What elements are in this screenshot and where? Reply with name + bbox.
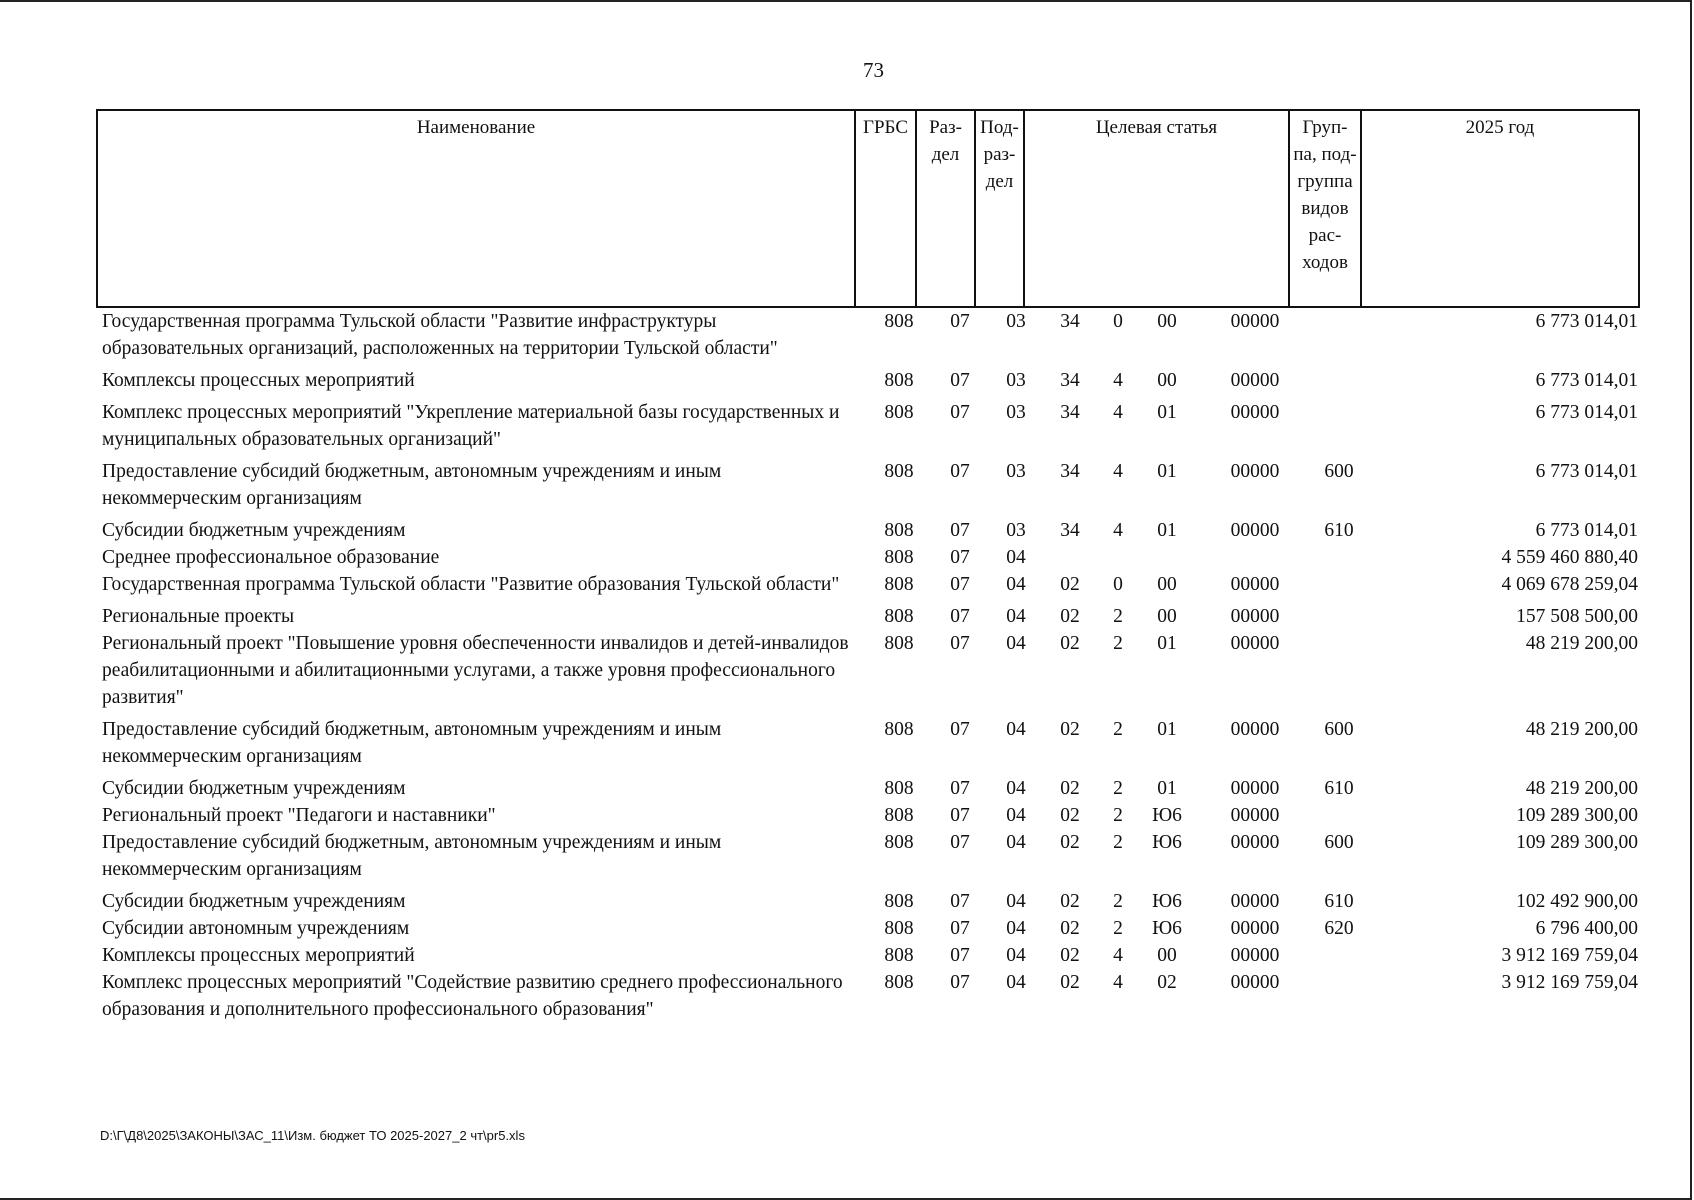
row-razdel: 07 — [950, 574, 970, 595]
header-year — [1362, 111, 1638, 306]
row-razdel: 07 — [950, 370, 970, 391]
row-razdel: 07 — [950, 461, 970, 482]
row-name: Государственная программа Тульской области "Развитие образования Тульской области" — [102, 574, 840, 595]
table-row — [96, 603, 1640, 630]
row-razdel: 07 — [950, 520, 970, 541]
row-target-code: 01 — [1157, 402, 1177, 423]
row-target-code: Ю6 — [1152, 805, 1182, 826]
row-target-program: 34 — [1060, 402, 1080, 423]
row-expense-group: 610 — [1324, 778, 1354, 799]
row-name: Региональные проекты — [102, 606, 295, 627]
row-podrazdel: 04 — [1006, 945, 1026, 966]
row-amount: 6 773 014,01 — [1535, 461, 1638, 482]
row-expense-group: 600 — [1324, 719, 1354, 740]
header-razdel — [917, 111, 976, 306]
table-row — [96, 802, 1640, 829]
row-target-type: 2 — [1113, 719, 1123, 740]
row-target-type: 0 — [1113, 311, 1123, 332]
row-target-code: 02 — [1157, 972, 1177, 993]
row-razdel: 07 — [950, 606, 970, 627]
row-amount: 6 773 014,01 — [1535, 311, 1638, 332]
header-line: Груп- — [1302, 117, 1348, 138]
row-podrazdel: 03 — [1006, 402, 1026, 423]
header-line: Целевая статья — [1095, 117, 1218, 138]
row-target-type: 4 — [1113, 402, 1123, 423]
row-grbs: 808 — [884, 520, 914, 541]
row-grbs: 808 — [884, 972, 914, 993]
row-podrazdel: 03 — [1006, 311, 1026, 332]
row-razdel: 07 — [950, 778, 970, 799]
header-podrazdel — [976, 111, 1025, 306]
row-amount: 157 508 500,00 — [1516, 606, 1638, 627]
row-target-program: 02 — [1060, 891, 1080, 912]
row-amount: 48 219 200,00 — [1525, 633, 1638, 654]
row-amount: 4 559 460 880,40 — [1501, 547, 1638, 568]
row-amount: 109 289 300,00 — [1516, 832, 1638, 853]
row-target-code: 01 — [1157, 461, 1177, 482]
row-target-direction: 00000 — [1230, 832, 1280, 853]
row-target-direction: 00000 — [1230, 945, 1280, 966]
header-line: дел — [931, 144, 960, 165]
row-target-code: 01 — [1157, 719, 1177, 740]
row-target-program: 02 — [1060, 633, 1080, 654]
header-group — [1290, 111, 1362, 306]
row-target-type: 2 — [1113, 805, 1123, 826]
row-podrazdel: 04 — [1006, 606, 1026, 627]
row-name: Комплекс процессных мероприятий "Содействие развитию среднего профессионального образования и дополнительного профессионального образования" — [102, 972, 843, 1020]
row-target-program: 34 — [1060, 461, 1080, 482]
row-target-type: 2 — [1113, 918, 1123, 939]
row-podrazdel: 04 — [1006, 547, 1026, 568]
row-grbs: 808 — [884, 891, 914, 912]
row-podrazdel: 03 — [1006, 461, 1026, 482]
row-target-program: 02 — [1060, 606, 1080, 627]
row-amount: 4 069 678 259,04 — [1501, 574, 1638, 595]
row-grbs: 808 — [884, 606, 914, 627]
table-row — [96, 888, 1640, 915]
header-line: раз- — [983, 144, 1016, 165]
row-target-code: Ю6 — [1152, 832, 1182, 853]
row-podrazdel: 03 — [1006, 520, 1026, 541]
row-name: Субсидии бюджетным учреждениям — [102, 778, 406, 799]
row-target-code: Ю6 — [1152, 918, 1182, 939]
row-target-type: 2 — [1113, 606, 1123, 627]
row-target-direction: 00000 — [1230, 311, 1280, 332]
row-target-direction: 00000 — [1230, 805, 1280, 826]
header-line: Наименование — [416, 117, 536, 138]
table-row — [96, 716, 1640, 770]
row-razdel: 07 — [950, 891, 970, 912]
row-podrazdel: 04 — [1006, 918, 1026, 939]
row-target-direction: 00000 — [1230, 402, 1280, 423]
row-name: Комплексы процессных мероприятий — [102, 945, 415, 966]
row-target-type: 2 — [1113, 633, 1123, 654]
row-name: Предоставление субсидий бюджетным, автономным учреждениям и иным некоммерческим организациям — [102, 719, 722, 767]
row-amount: 102 492 900,00 — [1516, 891, 1638, 912]
row-amount: 3 912 169 759,04 — [1501, 972, 1638, 993]
footer-file-path: D:\Г\Д8\2025\ЗАКОНЫ\ЗАС_11\Изм. бюджет ТО 2025-2027_2 чт\pr5.xls — [100, 1128, 525, 1143]
row-target-type: 4 — [1113, 370, 1123, 391]
row-target-type: 4 — [1113, 520, 1123, 541]
row-razdel: 07 — [950, 805, 970, 826]
table-row — [96, 630, 1640, 711]
row-razdel: 07 — [950, 633, 970, 654]
row-name: Комплекс процессных мероприятий "Укрепление материальной базы государственных и муниципальных образовательных организаций" — [102, 402, 840, 450]
row-grbs: 808 — [884, 574, 914, 595]
row-target-direction: 00000 — [1230, 918, 1280, 939]
page-number: 73 — [863, 58, 884, 82]
row-razdel: 07 — [950, 547, 970, 568]
row-podrazdel: 03 — [1006, 370, 1026, 391]
row-amount: 6 796 400,00 — [1535, 918, 1638, 939]
row-target-program: 02 — [1060, 832, 1080, 853]
table-row — [96, 458, 1640, 512]
row-target-direction: 00000 — [1230, 778, 1280, 799]
row-expense-group: 620 — [1324, 918, 1354, 939]
header-grbs — [856, 111, 917, 306]
row-razdel: 07 — [950, 311, 970, 332]
table-row — [96, 571, 1640, 598]
row-target-direction: 00000 — [1230, 972, 1280, 993]
row-razdel: 07 — [950, 832, 970, 853]
row-target-type: 2 — [1113, 832, 1123, 853]
row-target-code: 00 — [1157, 606, 1177, 627]
header-line: ГРБС — [862, 117, 908, 138]
row-name: Региональный проект "Педагоги и наставники" — [102, 805, 496, 826]
row-expense-group: 600 — [1324, 832, 1354, 853]
table-header — [96, 109, 1640, 308]
row-name: Субсидии бюджетным учреждениям — [102, 520, 406, 541]
row-razdel: 07 — [950, 402, 970, 423]
row-amount: 3 912 169 759,04 — [1501, 945, 1638, 966]
row-target-program: 02 — [1060, 972, 1080, 993]
row-razdel: 07 — [950, 918, 970, 939]
row-target-program: 02 — [1060, 574, 1080, 595]
row-target-type: 2 — [1113, 891, 1123, 912]
row-podrazdel: 04 — [1006, 778, 1026, 799]
row-razdel: 07 — [950, 719, 970, 740]
row-target-program: 02 — [1060, 945, 1080, 966]
row-target-program: 34 — [1060, 520, 1080, 541]
row-target-code: 00 — [1157, 311, 1177, 332]
header-line: 2025 год — [1465, 117, 1535, 138]
row-amount: 6 773 014,01 — [1535, 370, 1638, 391]
row-target-direction: 00000 — [1230, 370, 1280, 391]
row-name: Государственная программа Тульской области "Развитие инфраструктуры образовательных организаций, расположенных на территории Тульской области" — [102, 311, 778, 359]
row-target-direction: 00000 — [1230, 461, 1280, 482]
row-target-type: 4 — [1113, 972, 1123, 993]
row-target-code: 00 — [1157, 945, 1177, 966]
row-name: Региональный проект "Повышение уровня обеспеченности инвалидов и детей-инвалидов реабилитационными и абилитационными услугами, а также уровня профессионального развития" — [102, 633, 849, 708]
row-grbs: 808 — [884, 719, 914, 740]
row-target-code: 00 — [1157, 370, 1177, 391]
row-target-code: 01 — [1157, 633, 1177, 654]
row-target-code: 01 — [1157, 778, 1177, 799]
table-row — [96, 942, 1640, 969]
table-row — [96, 308, 1640, 362]
row-amount: 6 773 014,01 — [1535, 520, 1638, 541]
row-name: Комплексы процессных мероприятий — [102, 370, 415, 391]
row-target-direction: 00000 — [1230, 719, 1280, 740]
row-amount: 109 289 300,00 — [1516, 805, 1638, 826]
row-target-program: 34 — [1060, 311, 1080, 332]
row-name: Субсидии бюджетным учреждениям — [102, 891, 406, 912]
table-row — [96, 367, 1640, 394]
row-amount: 48 219 200,00 — [1525, 778, 1638, 799]
row-expense-group: 610 — [1324, 891, 1354, 912]
row-target-program: 02 — [1060, 918, 1080, 939]
row-target-program: 02 — [1060, 719, 1080, 740]
row-grbs: 808 — [884, 805, 914, 826]
header-line: дел — [985, 171, 1014, 192]
row-name: Среднее профессиональное образование — [102, 547, 440, 568]
row-name: Субсидии автономным учреждениям — [102, 918, 410, 939]
table-row — [96, 829, 1640, 883]
table-row — [96, 399, 1640, 453]
row-amount: 6 773 014,01 — [1535, 402, 1638, 423]
header-name — [98, 111, 856, 306]
row-target-type: 4 — [1113, 461, 1123, 482]
row-expense-group: 610 — [1324, 520, 1354, 541]
row-grbs: 808 — [884, 547, 914, 568]
table-row — [96, 775, 1640, 802]
row-grbs: 808 — [884, 370, 914, 391]
header-line: па, под- — [1293, 144, 1357, 165]
row-podrazdel: 04 — [1006, 574, 1026, 595]
row-podrazdel: 04 — [1006, 832, 1026, 853]
row-grbs: 808 — [884, 832, 914, 853]
row-target-type: 4 — [1113, 945, 1123, 966]
row-grbs: 808 — [884, 918, 914, 939]
row-podrazdel: 04 — [1006, 805, 1026, 826]
header-line: ходов — [1302, 252, 1348, 273]
row-name: Предоставление субсидий бюджетным, автономным учреждениям и иным некоммерческим организациям — [102, 832, 722, 880]
header-line: рас- — [1308, 225, 1342, 246]
row-grbs: 808 — [884, 945, 914, 966]
row-target-code: 00 — [1157, 574, 1177, 595]
row-target-type: 2 — [1113, 778, 1123, 799]
row-target-type: 0 — [1113, 574, 1123, 595]
header-line: группа — [1297, 171, 1353, 192]
row-amount: 48 219 200,00 — [1525, 719, 1638, 740]
row-grbs: 808 — [884, 778, 914, 799]
row-target-code: Ю6 — [1152, 891, 1182, 912]
table-row — [96, 517, 1640, 544]
table-row — [96, 544, 1640, 571]
row-podrazdel: 04 — [1006, 633, 1026, 654]
row-podrazdel: 04 — [1006, 719, 1026, 740]
header-line: Под- — [980, 117, 1019, 138]
row-grbs: 808 — [884, 311, 914, 332]
row-target-direction: 00000 — [1230, 520, 1280, 541]
row-target-direction: 00000 — [1230, 606, 1280, 627]
row-podrazdel: 04 — [1006, 972, 1026, 993]
header-line: видов — [1301, 198, 1349, 219]
row-target-direction: 00000 — [1230, 633, 1280, 654]
row-razdel: 07 — [950, 945, 970, 966]
row-grbs: 808 — [884, 633, 914, 654]
row-target-direction: 00000 — [1230, 891, 1280, 912]
row-grbs: 808 — [884, 402, 914, 423]
row-target-program: 02 — [1060, 778, 1080, 799]
table-body — [96, 308, 1640, 1023]
header-line: Раз- — [929, 117, 962, 138]
row-target-program: 02 — [1060, 805, 1080, 826]
row-target-program: 34 — [1060, 370, 1080, 391]
row-name: Предоставление субсидий бюджетным, автономным учреждениям и иным некоммерческим организациям — [102, 461, 722, 509]
row-razdel: 07 — [950, 972, 970, 993]
row-podrazdel: 04 — [1006, 891, 1026, 912]
header-target — [1025, 111, 1290, 306]
row-grbs: 808 — [884, 461, 914, 482]
row-target-code: 01 — [1157, 520, 1177, 541]
table-row — [96, 915, 1640, 942]
row-target-direction: 00000 — [1230, 574, 1280, 595]
row-expense-group: 600 — [1324, 461, 1354, 482]
table-row — [96, 969, 1640, 1023]
